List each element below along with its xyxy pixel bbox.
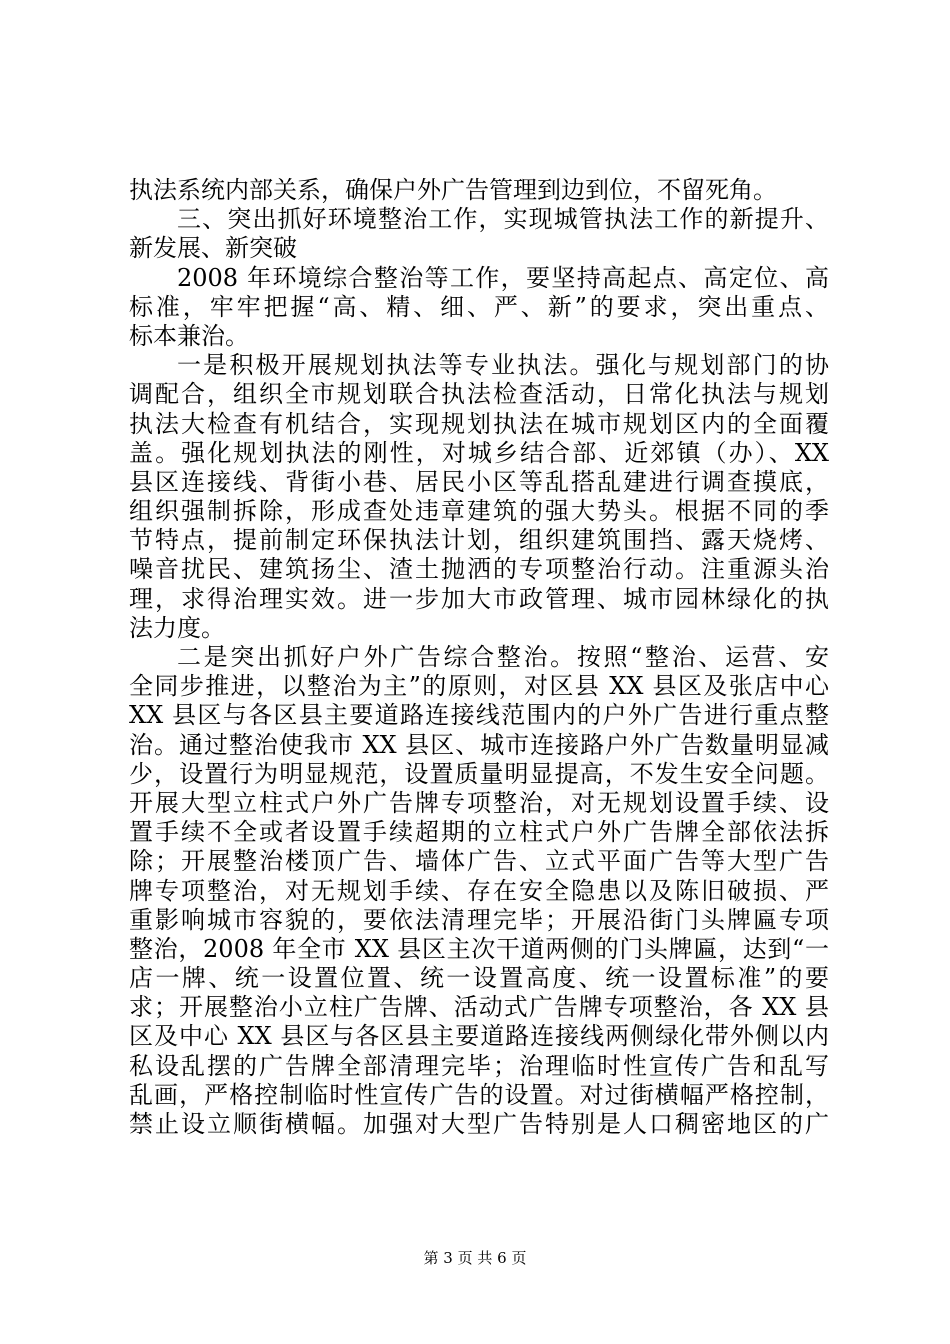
text-line: 噪音扰民、建筑扬尘、渣土抛洒的专项整治行动。注重源头治 <box>129 555 829 584</box>
text-line: 牌专项整治，对无规划手续、存在安全隐患以及陈旧破损、严 <box>129 876 829 905</box>
document-body <box>129 176 829 1139</box>
text-line: 求；开展整治小立柱广告牌、活动式广告牌专项整治，各 XX 县 <box>129 993 829 1022</box>
text-line: 县区连接线、背街小巷、居民小区等乱搭乱建进行调查摸底， <box>129 467 829 496</box>
text-line: 盖。强化规划执法的刚性，对城乡结合部、近郊镇（办）、XX <box>129 438 829 467</box>
text-line: 标准，牢牢把握“高、精、细、严、新”的要求，突出重点、 <box>129 292 829 321</box>
text-line: 2008 年环境综合整治等工作，要坚持高起点、高定位、高 <box>177 263 829 292</box>
text-line: 店一牌、统一设置位置、统一设置高度、统一设置标准”的要 <box>129 964 829 993</box>
text-line: 执法大检查有机结合，实现规划执法在城市规划区内的全面覆 <box>129 409 829 438</box>
text-line: 私设乱摆的广告牌全部清理完毕；治理临时性宣传广告和乱写 <box>129 1051 829 1080</box>
text-line: 新发展、新突破 <box>129 234 297 263</box>
text-line: 治。通过整治使我市 XX 县区、城市连接路户外广告数量明显减 <box>129 730 829 759</box>
text-line: 开展大型立柱式户外广告牌专项整治，对无规划设置手续、设 <box>129 788 829 817</box>
text-line: 标本兼治。 <box>129 321 249 350</box>
text-line: 重影响城市容貌的，要依法清理完毕；开展沿街门头牌匾专项 <box>129 905 829 934</box>
text-line: 二是突出抓好户外广告综合整治。按照“整治、运营、安 <box>177 643 829 671</box>
text-line: XX 县区与各区县主要道路连接线范围内的户外广告进行重点整 <box>129 701 829 730</box>
text-line: 置手续不全或者设置手续超期的立柱式户外广告牌全部依法拆 <box>129 818 829 847</box>
text-line: 执法系统内部关系，确保户外广告管理到边到位，不留死角。 <box>129 176 777 204</box>
page-footer <box>0 1247 950 1268</box>
text-line: 调配合，组织全市规划联合执法检查活动，日常化执法与规划 <box>129 380 829 409</box>
text-line: 法力度。 <box>129 613 225 642</box>
text-line: 少，设置行为明显规范，设置质量明显提高，不发生安全问题。 <box>129 759 829 788</box>
text-line: 全同步推进，以整治为主”的原则，对区县 XX 县区及张店中心 <box>129 672 829 701</box>
text-line: 除；开展整治楼顶广告、墙体广告、立式平面广告等大型广告 <box>129 847 829 876</box>
text-line: 乱画，严格控制临时性宣传广告的设置。对过街横幅严格控制， <box>129 1080 829 1109</box>
text-line: 整治，2008 年全市 XX 县区主次干道两侧的门头牌匾，达到“一 <box>129 934 829 963</box>
text-line: 理，求得治理实效。进一步加大市政管理、城市园林绿化的执 <box>129 584 829 613</box>
text-line: 禁止设立顺街横幅。加强对大型广告特别是人口稠密地区的广 <box>129 1110 829 1138</box>
page-number-label: 第 3 页 共 6 页 <box>423 1249 527 1267</box>
text-line: 区及中心 XX 县区与各区县主要道路连接线两侧绿化带外侧以内 <box>129 1022 829 1051</box>
text-line: 组织强制拆除，形成查处违章建筑的强大势头。根据不同的季 <box>129 497 829 526</box>
text-line: 一是积极开展规划执法等专业执法。强化与规划部门的协 <box>177 351 829 380</box>
text-line: 三、突出抓好环境整治工作，实现城管执法工作的新提升、 <box>177 205 829 234</box>
text-line: 节特点，提前制定环保执法计划，组织建筑围挡、露天烧烤、 <box>129 526 829 555</box>
